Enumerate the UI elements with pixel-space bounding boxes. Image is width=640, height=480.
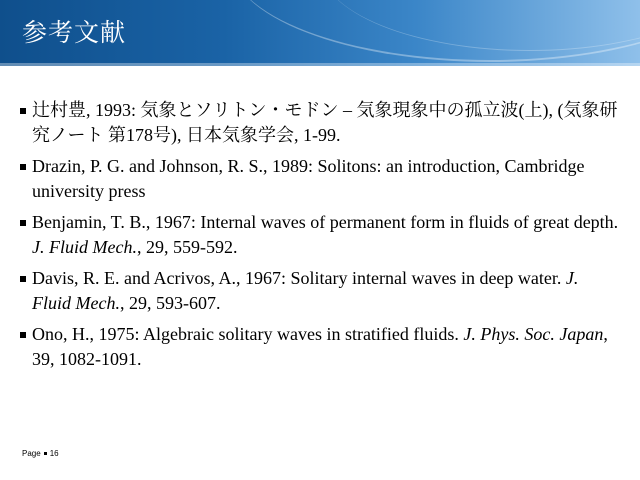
reference-item xyxy=(20,154,620,204)
journal-name: J. Phys. Soc. Japan xyxy=(463,324,604,344)
bullet-icon xyxy=(20,164,26,170)
reference-item xyxy=(20,98,620,148)
page-label: Page xyxy=(22,449,41,458)
slide-title: 参考文献 xyxy=(22,18,127,47)
bullet-icon xyxy=(20,220,26,226)
journal-name: J. Fluid Mech. xyxy=(32,268,579,313)
reference-text: Benjamin, T. B., 1967: Internal waves of permanent form in fluids of great depth. xyxy=(32,212,619,232)
bullet-icon xyxy=(20,276,26,282)
reference-text: Ono, H., 1975: Algebraic solitary waves in stratified fluids. xyxy=(32,324,464,344)
reference-text: Drazin, P. G. and Johnson, R. S., 1989: Solitons: an introduction, Cambridge university press xyxy=(32,156,585,201)
reference-text: Davis, R. E. and Acrivos, A., 1967: Solitary internal waves in deep water. xyxy=(32,268,566,288)
reference-item xyxy=(20,322,620,372)
reference-text: , 29, 593-607. xyxy=(119,293,221,313)
bullet-icon xyxy=(20,108,26,114)
bullet-icon xyxy=(44,452,47,455)
page-footer xyxy=(22,449,59,458)
bullet-icon xyxy=(20,332,26,338)
reference-item xyxy=(20,266,620,316)
title-bar-highlight xyxy=(0,63,640,66)
reference-item xyxy=(20,210,620,260)
page-number: 16 xyxy=(49,449,59,458)
reference-list xyxy=(20,98,620,378)
journal-name: J. Fluid Mech. xyxy=(32,237,137,257)
title-bar xyxy=(0,0,640,66)
reference-text: 辻村豊, 1993: 気象とソリトン・モドン – 気象現象中の孤立波(上), (気象研究ノート 第178号), 日本気象学会, 1-99. xyxy=(32,100,618,145)
reference-text: , 29, 559-592. xyxy=(136,237,238,257)
reference-text: , 39, 1082-1091. xyxy=(32,324,608,369)
